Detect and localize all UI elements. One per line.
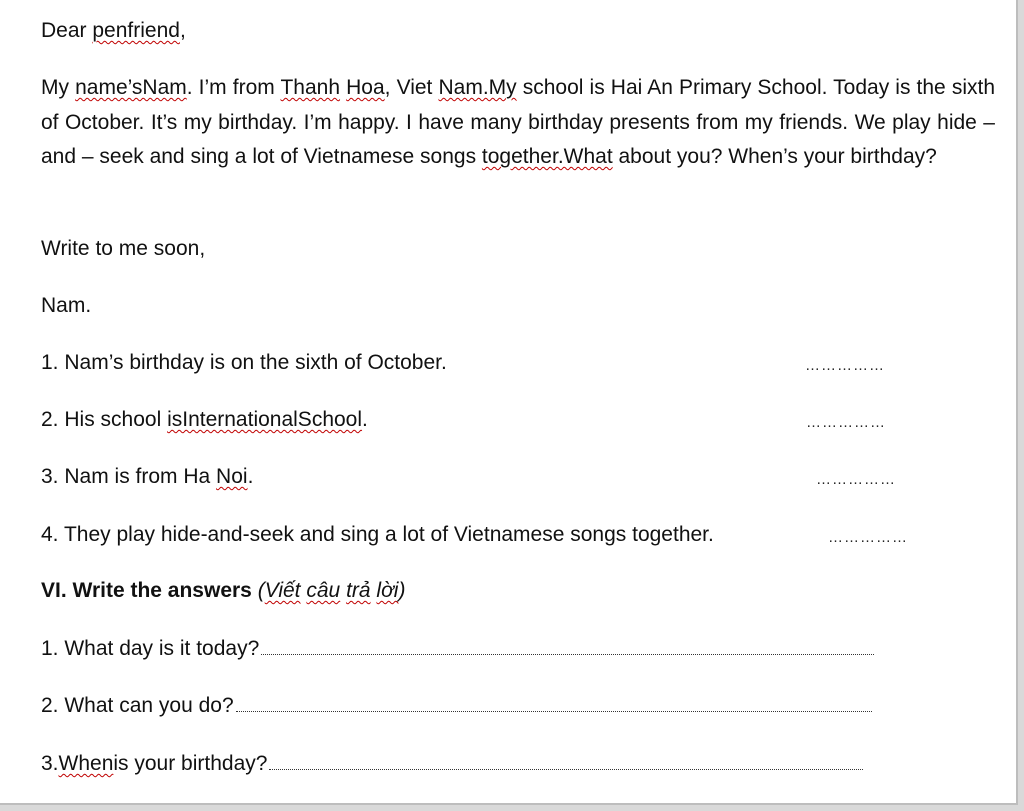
answer-line-1[interactable]	[261, 636, 874, 655]
question-text: 2. What can you do?	[41, 694, 234, 717]
note-word: Viết	[264, 579, 301, 602]
body-text-spellcheck: Hoa	[346, 76, 385, 99]
body-text-spellcheck: name’sNam	[75, 76, 187, 99]
tf-answer-blank-4[interactable]: ……………	[828, 529, 908, 546]
tf-answer-blank-3[interactable]: ……………	[816, 471, 896, 488]
note-paren: )	[398, 579, 406, 602]
body-text: My	[41, 76, 69, 99]
tf-statement: .	[362, 408, 368, 431]
question-1	[41, 632, 874, 666]
letter-body	[41, 71, 995, 175]
greeting-name: penfriend	[92, 19, 180, 42]
answer-line-3[interactable]	[269, 751, 863, 770]
letter-signature: Nam.	[41, 294, 92, 317]
question-2	[41, 689, 872, 723]
answer-line-2[interactable]	[236, 693, 872, 712]
question-text: is your birthday?	[113, 752, 268, 775]
tf-statement: .	[247, 465, 254, 488]
tf-answer-blank-2[interactable]: ……………	[806, 414, 886, 431]
note-paren: (	[257, 579, 265, 602]
question-text: 1. What day is it today?	[41, 637, 260, 660]
tf-number: 3.	[41, 465, 59, 488]
body-text-spellcheck: Thanh	[280, 76, 341, 99]
question-number: 3.	[41, 752, 59, 775]
section-translation	[258, 579, 406, 602]
note-word: trả	[346, 579, 371, 602]
note-word: câu	[306, 579, 341, 602]
tf-item-1	[41, 346, 447, 380]
tf-statement-spellcheck: Noi	[216, 465, 248, 488]
section-heading	[41, 574, 405, 608]
question-3	[41, 747, 863, 781]
tf-answer-blank-1[interactable]: ……………	[805, 357, 885, 374]
section-title: VI. Write the answers	[41, 579, 252, 602]
greeting-word: Dear	[41, 19, 87, 42]
body-text: about you? When’s your birthday?	[612, 145, 937, 168]
body-text: , Viet	[384, 76, 433, 99]
tf-statement: Nam’s birthday is on the sixth of October.	[64, 351, 447, 374]
greeting-comma: ,	[179, 19, 186, 42]
tf-item-2	[41, 403, 368, 437]
tf-item-3	[41, 460, 253, 494]
tf-number: 1.	[41, 351, 59, 374]
question-text-spellcheck: When	[58, 752, 114, 775]
tf-statement-spellcheck: isInternationalSchool	[167, 408, 363, 431]
tf-statement: Nam is from Ha	[64, 465, 217, 488]
letter-closing: Write to me soon,	[41, 237, 206, 260]
body-text: . I’m from	[186, 76, 275, 99]
tf-item-4	[41, 518, 714, 552]
body-text-spellcheck: together.What	[481, 145, 613, 168]
body-text-spellcheck: Nam.My	[438, 76, 517, 99]
tf-number: 4.	[41, 523, 59, 546]
tf-statement: His school	[64, 408, 168, 431]
body-text: school is Hai An Primary School. Today is the sixth of October. It’s my birthday. I’m happy. I have many birthday presents from my friends. We play hide – and – seek and sing a lot of Vietnamese songs	[41, 76, 995, 168]
letter-greeting	[41, 14, 186, 48]
tf-number: 2.	[41, 408, 59, 431]
note-word: lời	[376, 579, 399, 602]
tf-statement: They play hide-and-seek and sing a lot of Vietnamese songs together.	[63, 523, 714, 546]
